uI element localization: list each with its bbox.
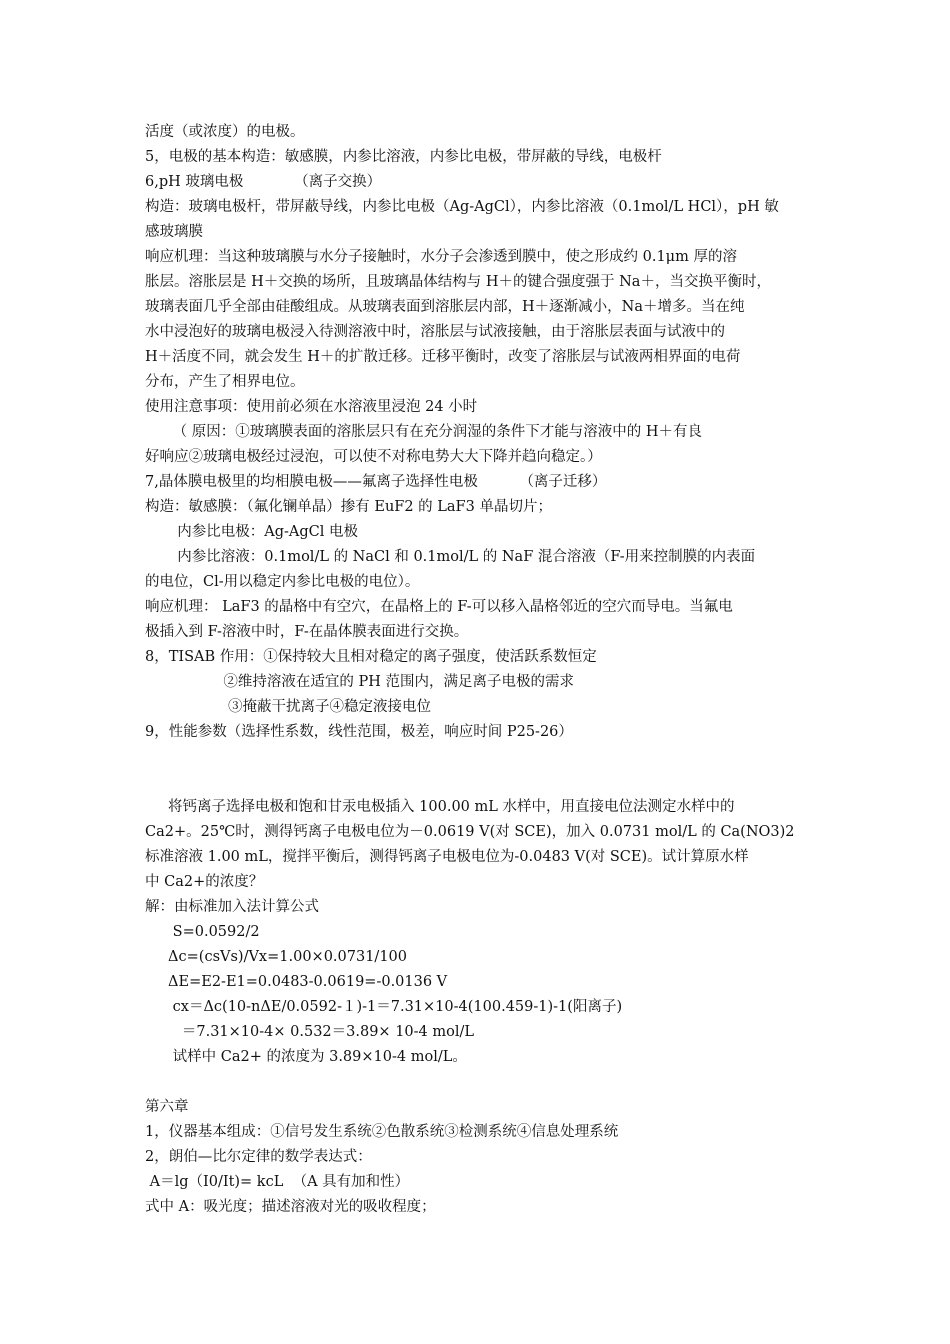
text-line: 构造：玻璃电极杆，带屏蔽导线，内参比电极（Ag-AgCl），内参比溶液（0.1mol/L HCl），pH 敏: [145, 199, 779, 215]
text-line: 6,pH 玻璃电极 （离子交换）: [145, 174, 382, 190]
text-line: 玻璃表面几乎全部由硅酸组成。从玻璃表面到溶胀层内部，H＋逐渐减小，Na＋增多。当在纯: [145, 299, 745, 315]
text-line: 内参比溶液：0.1mol/L 的 NaCl 和 0.1mol/L 的 NaF 混合溶液（F-用来控制膜的内表面: [145, 549, 756, 565]
text-line: 7,晶体膜电极里的均相膜电极——氟离子选择性电极 （离子迁移）: [145, 474, 607, 490]
text-line: cx＝Δc(10-nΔE/0.0592-１)-1＝7.31×10-4(100.459-1)-1(阳离子): [145, 999, 623, 1015]
text-line: ΔE=E2-E1=0.0483-0.0619=-0.0136 V: [145, 974, 448, 990]
text-line: 好响应②玻璃电极经过浸泡，可以使不对称电势大大下降并趋向稳定。）: [145, 449, 602, 465]
text-line: ＝7.31×10-4× 0.532＝3.89× 10-4 mol/L: [145, 1024, 475, 1040]
text-line: 式中 A：吸光度；描述溶液对光的吸收程度；: [145, 1199, 436, 1215]
section-heading: 第六章: [145, 1099, 189, 1115]
text-line: ②维持溶液在适宜的 PH 范围内，满足离子电极的需求: [145, 674, 574, 690]
text-line: Δc=(csVs)/Vx=1.00×0.0731/100: [145, 949, 407, 965]
text-line: 构造：敏感膜：（氟化镧单晶）掺有 EuF2 的 LaF3 单晶切片；: [145, 499, 552, 515]
text-line: A＝lg（I0/It)= kcL （A 具有加和性）: [145, 1174, 410, 1190]
text-line: 感玻璃膜: [145, 224, 203, 240]
text-line: 响应机理： LaF3 的晶格中有空穴，在晶格上的 F-可以移入晶格邻近的空穴而导电。当氟电: [145, 599, 733, 615]
text-line: 水中浸泡好的玻璃电极浸入待测溶液中时，溶胀层与试液接触，由于溶胀层表面与试液中的: [145, 324, 725, 340]
text-line: 极插入到 F-溶液中时，F-在晶体膜表面进行交换。: [145, 624, 469, 640]
text-line: H＋活度不同，就会发生 H＋的扩散迁移。迁移平衡时，改变了溶胀层与试液两相界面的电荷: [145, 349, 741, 365]
text-line: 解：由标准加入法计算公式: [145, 899, 319, 915]
text-line: 将钙离子选择电极和饱和甘汞电极插入 100.00 mL 水样中，用直接电位法测定水样中的: [145, 799, 735, 815]
text-line: 使用注意事项：使用前必须在水溶液里浸泡 24 小时: [145, 399, 478, 415]
text-line: 内参比电极：Ag-AgCl 电极: [145, 524, 359, 540]
text-line: S=0.0592/2: [145, 924, 260, 940]
text-line: 9，性能参数（选择性系数，线性范围，极差，响应时间 P25-26）: [145, 724, 573, 740]
text-line: 标准溶液 1.00 mL，搅拌平衡后，测得钙离子电极电位为-0.0483 V(对 SCE)。试计算原水样: [145, 849, 749, 865]
text-line: 5，电极的基本构造：敏感膜，内参比溶液，内参比电极，带屏蔽的导线，电极杆: [145, 149, 662, 165]
text-line: ③掩蔽干扰离子④稳定液接电位: [145, 699, 431, 715]
text-line: （ 原因：①玻璃膜表面的溶胀层只有在充分润湿的条件下才能与溶液中的 H＋有良: [145, 424, 703, 440]
text-line: 2，朗伯—比尔定律的数学表达式：: [145, 1149, 372, 1165]
text-line: 8，TISAB 作用：①保持较大且相对稳定的离子强度，使活跃系数恒定: [145, 649, 597, 665]
text-line: 活度（或浓度）的电极。: [145, 124, 305, 140]
text-line: 的电位，Cl-用以稳定内参比电极的电位）。: [145, 574, 420, 590]
text-line: 中 Ca2+的浓度？: [145, 874, 264, 890]
text-line: Ca2+。25℃时，测得钙离子电极电位为－0.0619 V(对 SCE)，加入 0.0731 mol/L 的 Ca(NO3)2: [145, 824, 795, 840]
text-line: 试样中 Ca2+ 的浓度为 3.89×10-4 mol/L。: [145, 1049, 467, 1065]
text-line: 分布，产生了相界电位。: [145, 374, 305, 390]
text-line: 响应机理：当这种玻璃膜与水分子接触时，水分子会渗透到膜中，使之形成约 0.1μm 厚的溶: [145, 249, 737, 265]
text-line: 胀层。溶胀层是 H＋交换的场所，且玻璃晶体结构与 H＋的键合强度强于 Na＋，当交换平衡时，: [145, 274, 771, 290]
text-line: 1，仪器基本组成：①信号发生系统②色散系统③检测系统④信息处理系统: [145, 1124, 619, 1140]
